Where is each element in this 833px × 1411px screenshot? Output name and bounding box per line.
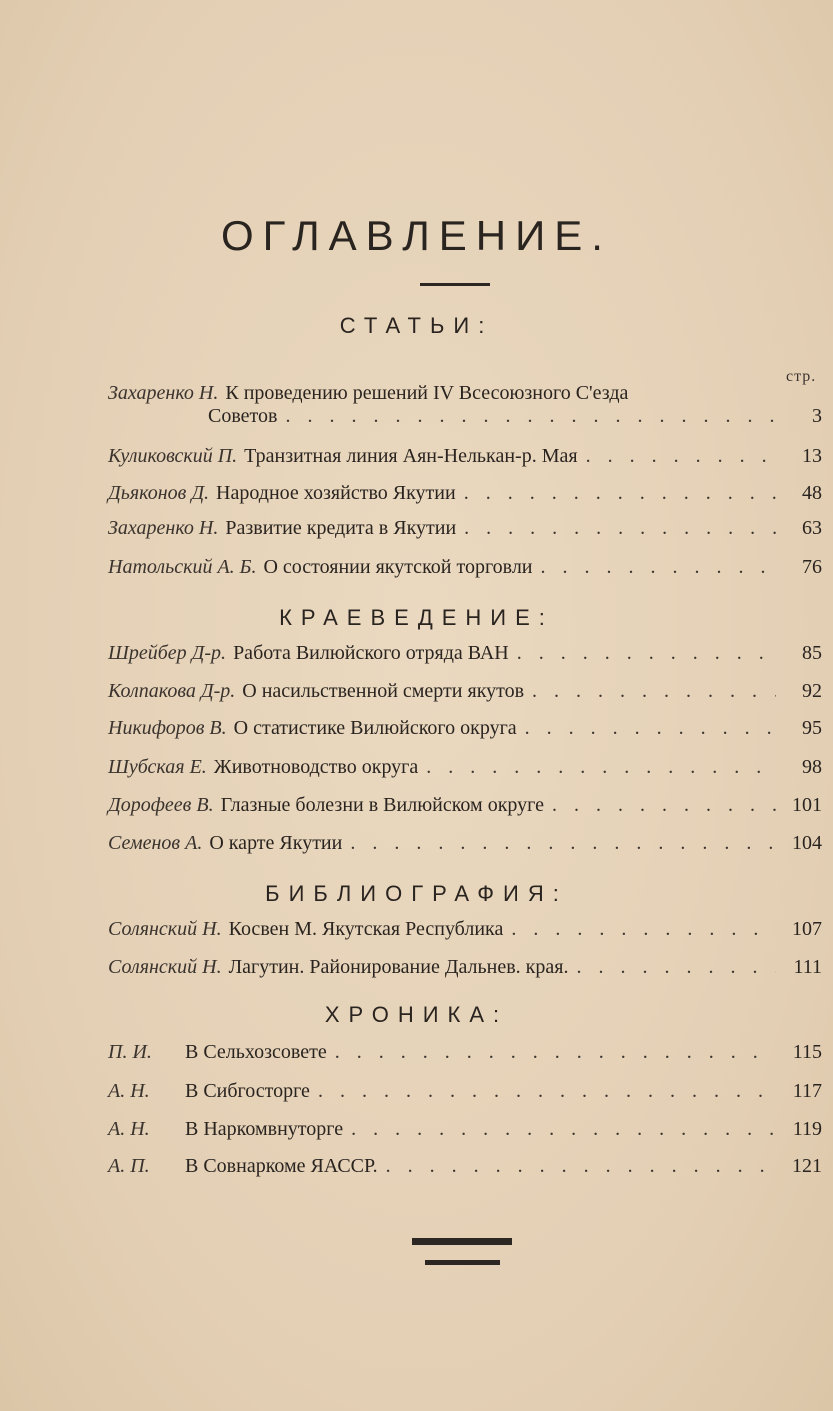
entry-title: О состоянии якутской торговли [263,556,533,578]
entry-title: О статистике Вилюйского округа [233,717,517,739]
entry-title: В Сибгосторге [185,1080,310,1102]
entry-author: А. Н. [108,1118,150,1140]
entry-author: Семенов А. [108,832,203,854]
entry-title: К проведению решений IV Всесоюзного С'езда [225,382,629,404]
entry-page: 111 [793,956,822,978]
toc-entry[interactable] [108,680,822,710]
entry-page: 85 [802,642,822,664]
entry-page: 117 [792,1080,822,1102]
entry-author: Захаренко Н. [108,382,219,404]
dot-leader [351,1118,776,1141]
entry-page: 13 [802,445,822,467]
entry-page: 119 [792,1118,822,1140]
toc-entry[interactable] [108,832,822,862]
entry-page: 115 [792,1041,822,1063]
page-title: ОГЛАВЛЕНИЕ. [221,212,612,259]
dot-leader [318,1080,776,1103]
dot-leader [511,918,776,941]
entry-page: 98 [802,756,822,778]
toc-entry[interactable] [108,794,822,824]
entry-page: 104 [792,832,822,854]
toc-entry[interactable] [108,1118,822,1148]
dot-leader [464,482,776,505]
entry-author: П. И. [108,1041,152,1063]
closing-rule-bottom [425,1260,500,1265]
toc-entry[interactable] [108,956,822,986]
toc-entry[interactable] [108,756,822,786]
entry-title: Работа Вилюйского отряда ВАН [233,642,509,664]
entry-page: 101 [792,794,822,816]
section-heading-bibliography: БИБЛИОГРАФИЯ: [265,881,568,906]
dot-leader [335,1041,776,1064]
entry-title: Косвен М. Якутская Республика [228,918,504,940]
entry-title: Народное хозяйство Якутии [216,482,456,504]
toc-entry[interactable] [108,918,822,948]
entry-author: Куликовский П. [108,445,238,467]
title-underline [420,283,490,286]
entry-author: А. Н. [108,1080,150,1102]
entry-title-continuation: Советов [208,405,278,427]
toc-entry[interactable] [108,556,822,586]
dot-leader [285,405,776,428]
entry-title: Транзитная линия Аян-Нелькан-р. Мая [244,445,578,467]
entry-page: 121 [792,1155,822,1177]
entry-title: В Совнаркоме ЯАССР. [185,1155,378,1177]
page-column-label: стр. [786,368,817,385]
entry-page: 63 [802,517,822,539]
toc-entry[interactable] [108,1080,822,1110]
dot-leader [517,642,776,665]
entry-author: Никифоров В. [108,717,227,739]
dot-leader [386,1155,776,1178]
entry-author: Дорофеев В. [108,794,214,816]
entry-page: 92 [802,680,822,702]
entry-title: О карте Якутии [209,832,343,854]
entry-page: 95 [802,717,822,739]
entry-author: Солянский Н. [108,956,222,978]
section-heading-articles: СТАТЬИ: [339,313,494,338]
toc-entry[interactable] [108,642,822,672]
entry-page: 107 [792,918,822,940]
dot-leader [532,680,776,703]
entry-author: Захаренко Н. [108,517,219,539]
entry-author: Дьяконов Д. [108,482,210,504]
entry-title: В Наркомвнуторге [185,1118,344,1140]
entry-author: Солянский Н. [108,918,222,940]
dot-leader [350,832,776,855]
entry-author: Колпакова Д-р. [108,680,236,702]
entry-author: А. П. [108,1155,150,1177]
dot-leader [525,717,776,740]
toc-entry[interactable] [108,445,822,475]
entry-title: В Сельхозсовете [185,1041,327,1063]
entry-title: Лагутин. Районирование Дальнев. края. [228,956,569,978]
entry-author: Шрейбер Д-р. [108,642,227,664]
entry-page: 48 [802,482,822,504]
entry-title: Животноводство округа [213,756,419,778]
section-heading-chronicle: ХРОНИКА: [324,1002,509,1027]
dot-leader [576,956,776,979]
toc-entry[interactable] [108,1041,822,1071]
dot-leader [426,756,776,779]
closing-rule-top [412,1238,512,1245]
section-heading-local-studies: КРАЕВЕДЕНИЕ: [279,605,554,630]
entry-page: 76 [802,556,822,578]
entry-author: Шубская Е. [108,756,207,778]
entry-title: Развитие кредита в Якутии [225,517,457,539]
entry-title: О насильственной смерти якутов [242,680,525,702]
dot-leader [541,556,776,579]
toc-entry[interactable] [108,482,822,512]
entry-author: Натольский А. Б. [108,556,257,578]
entry-title: Глазные болезни в Вилюйском округе [220,794,544,816]
dot-leader [586,445,776,468]
toc-entry[interactable] [108,717,822,747]
toc-entry[interactable] [108,517,822,547]
toc-entry[interactable] [108,1155,822,1185]
dot-leader [552,794,776,817]
entry-page: 3 [812,405,822,427]
toc-entry-continuation[interactable] [208,405,822,435]
dot-leader [464,517,776,540]
